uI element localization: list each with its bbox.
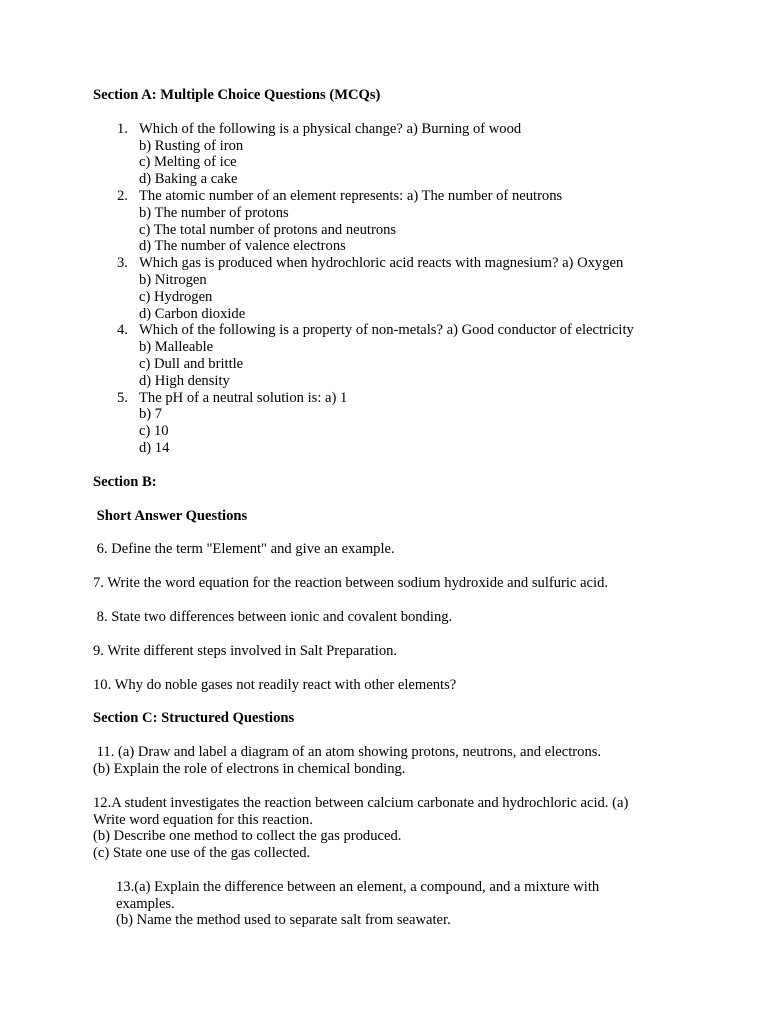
mcq-question-1 (93, 121, 713, 188)
option: c) Hydrogen (139, 288, 213, 305)
option: b) The number of protons (139, 204, 289, 221)
option: b) Malleable (139, 339, 214, 356)
short-question-7: 7. Write the word equation for the reaction between sodium hydroxide and sulfuric acid. (93, 575, 609, 592)
question-line: 11. (a) Draw and label a diagram of an atom showing protons, neutrons, and electrons. (93, 744, 602, 761)
option: d) High density (139, 372, 230, 389)
mcq-question-3 (93, 255, 713, 322)
option: d) The number of valence electrons (139, 238, 346, 255)
option: d) Carbon dioxide (139, 305, 246, 322)
mcq-question-5 (93, 390, 713, 457)
question-line: 12.A student investigates the reaction between calcium carbonate and hydrochloric acid. (a) (93, 794, 629, 811)
question-line: (b) Explain the role of electrons in chemical bonding. (93, 760, 406, 777)
option: b) 7 (139, 406, 163, 423)
question-number: 3. (117, 255, 128, 272)
short-question-6: 6. Define the term "Element" and give an example. (93, 541, 395, 558)
short-question-8: 8. State two differences between ionic and covalent bonding. (93, 608, 453, 625)
mcq-question-4 (93, 322, 713, 389)
question-line: examples. (116, 895, 175, 912)
option: c) The total number of protons and neutrons (139, 221, 397, 238)
structured-question-12 (93, 795, 713, 862)
section-c-title: Section C: Structured Questions (93, 710, 295, 727)
question-line: (b) Describe one method to collect the gas produced. (93, 828, 402, 845)
structured-question-11 (93, 744, 713, 778)
option: b) Rusting of iron (139, 137, 244, 154)
section-a-title: Section A: Multiple Choice Questions (MCQs) (93, 87, 381, 103)
mcq-list (93, 121, 713, 457)
option: d) Baking a cake (139, 171, 238, 188)
question-text: Which of the following is a physical change? a) Burning of wood (139, 120, 522, 137)
question-text: Which of the following is a property of non-metals? a) Good conductor of electricity (139, 322, 634, 339)
option: c) Melting of ice (139, 154, 237, 171)
question-number: 2. (117, 187, 128, 204)
short-question-9: 9. Write different steps involved in Salt Preparation. (93, 642, 398, 659)
question-number: 4. (117, 322, 128, 339)
section-b-title: Section B: (93, 473, 157, 490)
question-line: (c) State one use of the gas collected. (93, 845, 311, 862)
question-text: The atomic number of an element represents: a) The number of neutrons (139, 187, 563, 204)
question-line: 13.(a) Explain the difference between an element, a compound, and a mixture with (116, 878, 600, 895)
structured-question-13 (93, 879, 713, 929)
question-line: Write word equation for this reaction. (93, 811, 313, 828)
question-line: (b) Name the method used to separate salt from seawater. (116, 912, 451, 929)
question-text: Which gas is produced when hydrochloric acid reacts with magnesium? a) Oxygen (139, 255, 624, 272)
option: c) Dull and brittle (139, 355, 244, 372)
question-number: 1. (117, 120, 128, 137)
section-b-subtitle: Short Answer Questions (93, 507, 248, 524)
short-question-10: 10. Why do noble gases not readily react with other elements? (93, 676, 457, 693)
mcq-question-2 (93, 188, 713, 255)
option: c) 10 (139, 423, 169, 440)
document-page (93, 87, 713, 929)
option: d) 14 (139, 439, 170, 456)
option: b) Nitrogen (139, 271, 207, 288)
question-number: 5. (117, 389, 128, 406)
question-text: The pH of a neutral solution is: a) 1 (139, 389, 348, 406)
